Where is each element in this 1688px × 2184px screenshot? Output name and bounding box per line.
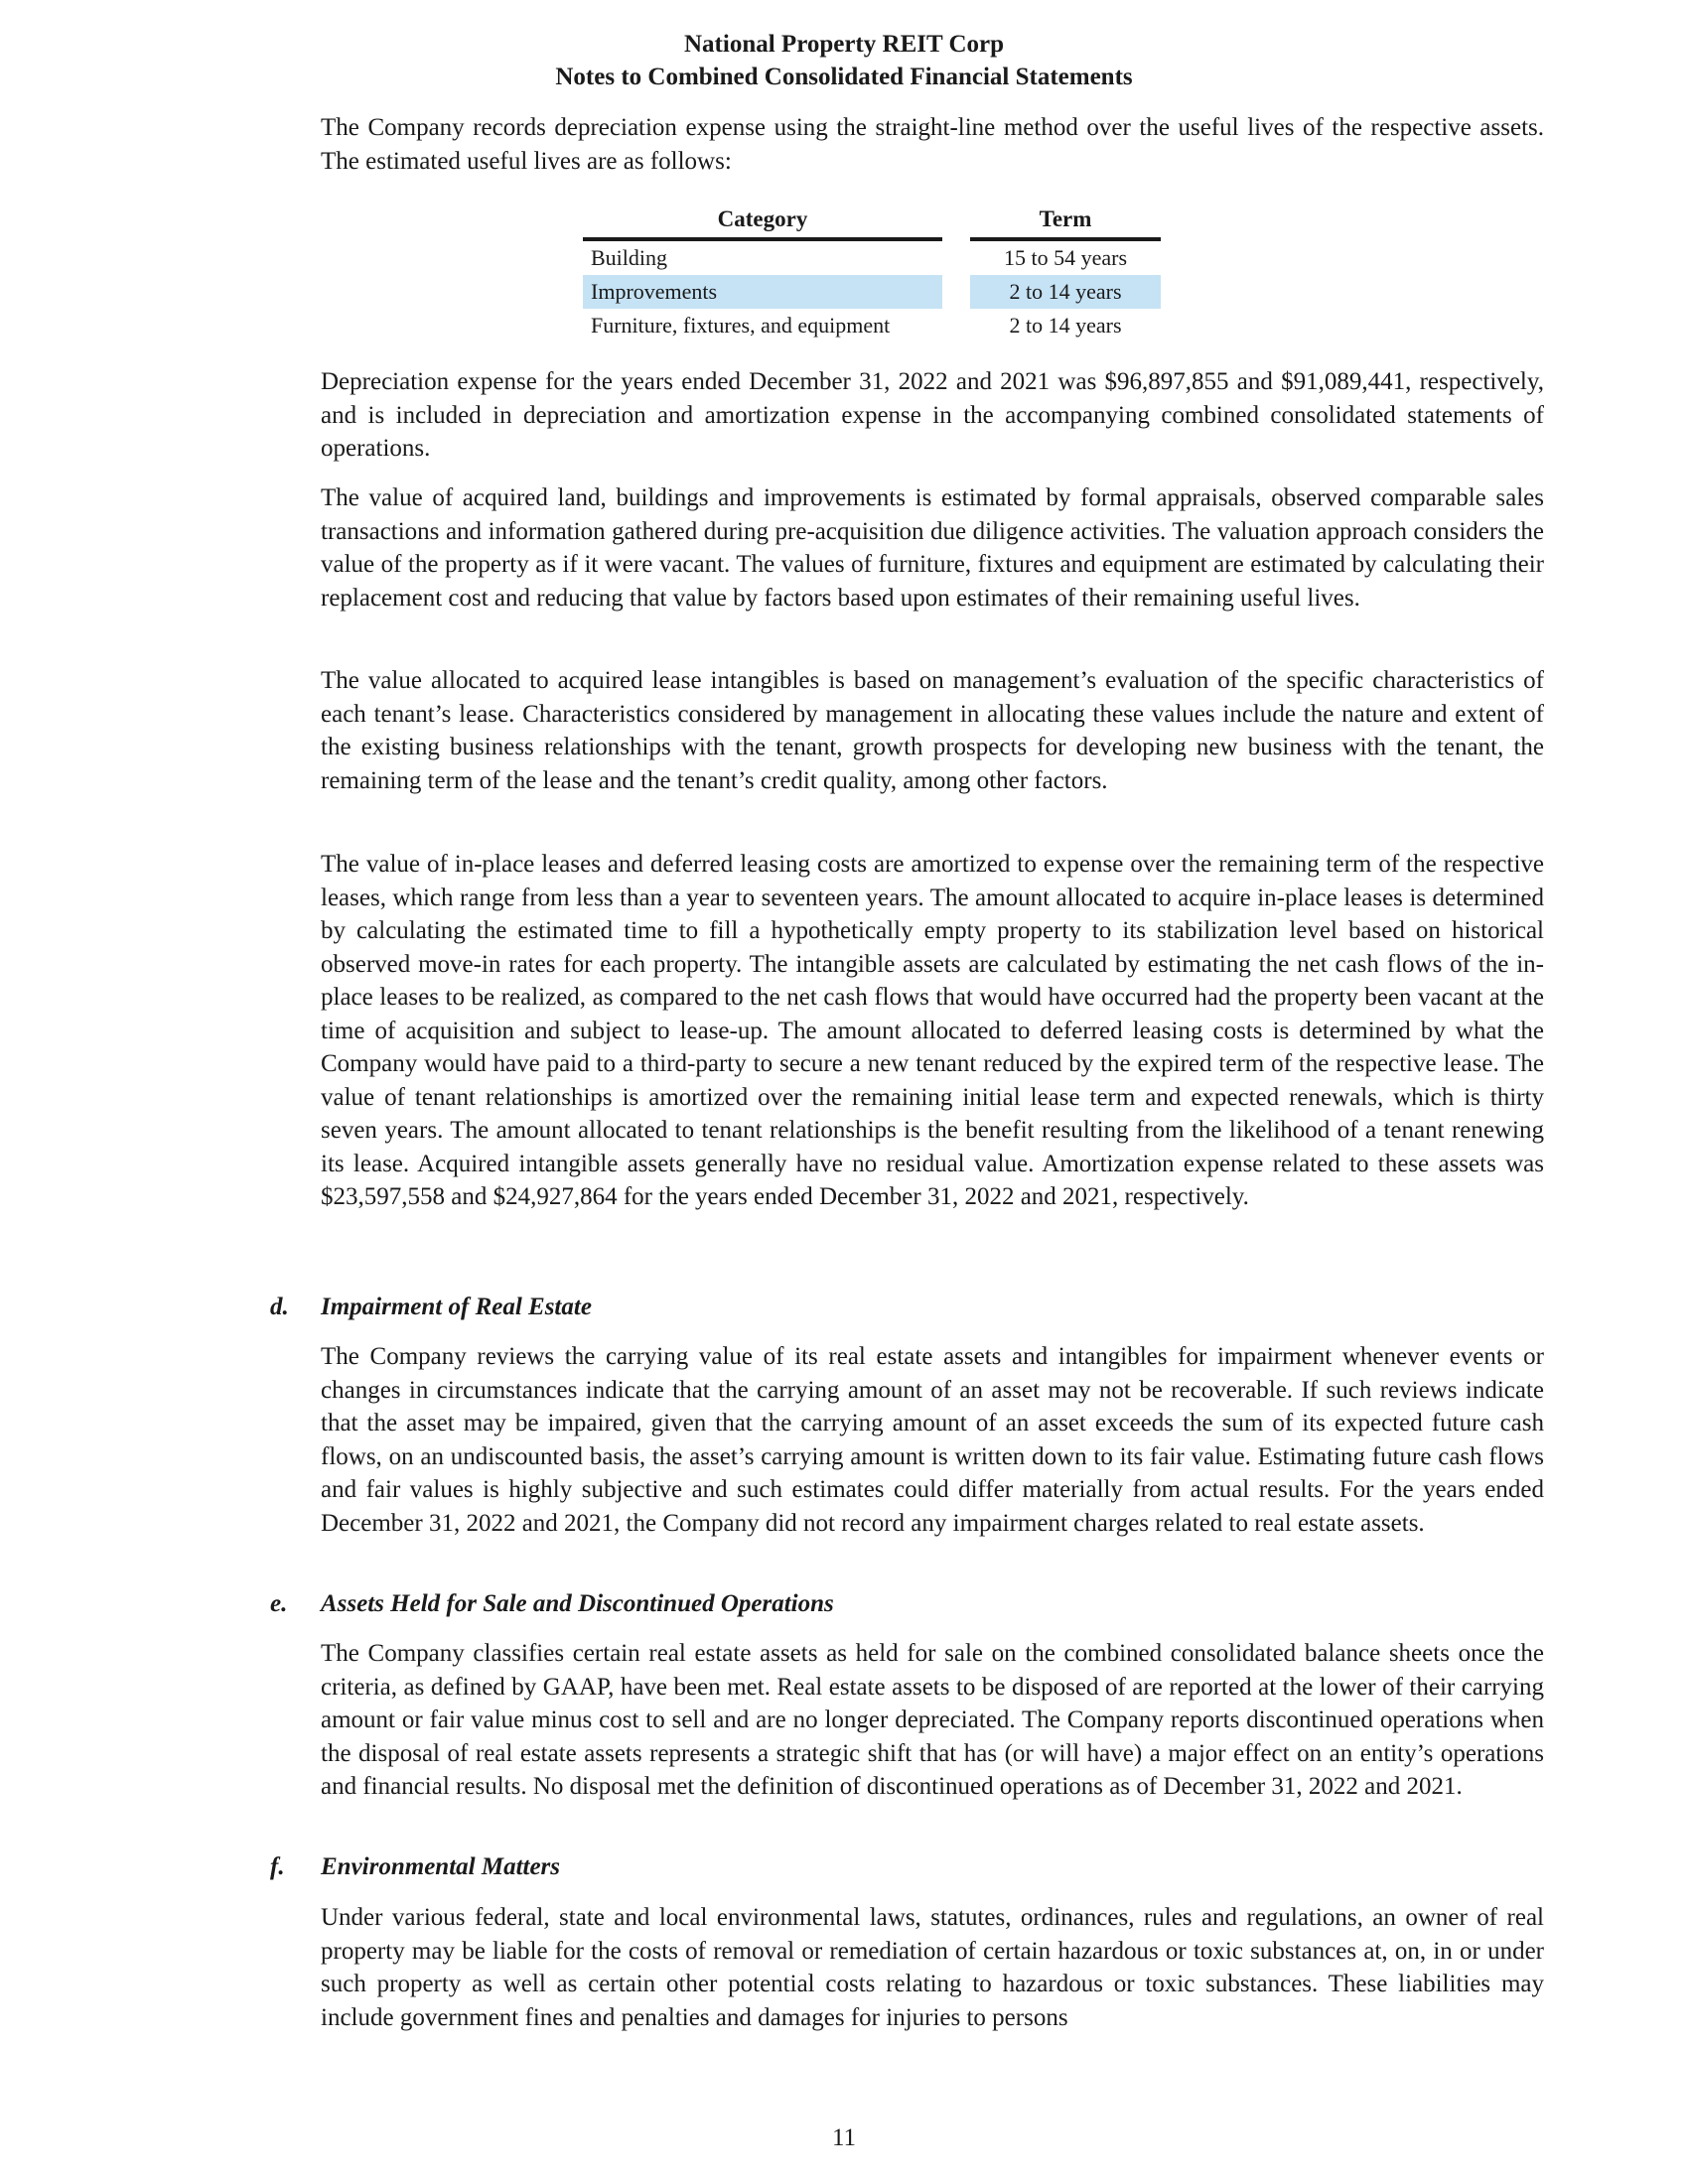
row-term: 15 to 54 years	[1003, 245, 1128, 270]
impairment-paragraph: The Company reviews the carrying value of its real estate assets and intangibles for impairment whenever events or changes in circumstances indicate that the carrying amount of an asset may not be recoverable. If such reviews indicate that the asset may be impaired, given that the carrying amount of an asset exceeds the sum of its expected future cash flows, on an undiscounted basis, the asset’s carrying amount is written down to its fair value. Estimating future cash flows and fair values is highly subjective and such estimates could differ materially from actual results. For the years ended December 31, 2022 and 2021, the Company did not record any impairment charges related to real estate assets.	[321, 1343, 1544, 1537]
table-row	[583, 309, 1161, 342]
table-header-row	[583, 204, 1161, 239]
table-row	[583, 239, 1161, 275]
amortization-paragraph: The value of in-place leases and deferred leasing costs are amortized to expense over the remaining term of the respective leases, which range from less than a year to seventeen years. The amount allocated to acquire in-place leases is determined by calculating the estimated time to fill a hypothetically empty property to its stabilization level based on historical observed move-in rates for each property. The intangible assets are calculated by estimating the net cash flows of the in-place leases to be realized, as compared to the net cash flows that would have occurred had the property been vacant at the time of acquisition and subject to lease-up. The amount allocated to deferred leasing costs is determined by what the Company would have paid to a third-party to secure a new tenant reduced by the expired term of the respective lease. The value of tenant relationships is amortized over the remaining initial lease term and expected renewals, which is thirty seven years. The amount allocated to tenant relationships is the benefit resulting from the likelihood of a tenant renewing its lease. Acquired intangible assets generally have no residual value. Amortization expense related to these assets was $23,597,558 and $24,927,864 for the years ended December 31, 2022 and 2021, respectively.	[321, 851, 1544, 1210]
section-title: Environmental Matters	[321, 1853, 561, 1880]
assets-held-for-sale-paragraph: The Company classifies certain real estate assets as held for sale on the combined consolidated balance sheets once the criteria, as defined by GAAP, have been met. Real estate assets to be disposed of are reported at the lower of their carrying amount or fair value minus cost to sell and are no longer depreciated. The Company reports discontinued operations when the disposal of real estate assets represents a strategic shift that has (or will have) a major effect on an entity’s operations and financial results. No disposal met the definition of discontinued operations as of December 31, 2022 and 2021.	[321, 1640, 1544, 1800]
row-term: 2 to 14 years	[1009, 313, 1122, 338]
company-name: National Property REIT Corp	[684, 31, 1004, 58]
category-column-header: Category	[583, 204, 942, 239]
lease-intangibles-paragraph: The value allocated to acquired lease intangibles is based on management’s evaluation of the specific characteristics of each tenant’s lease. Characteristics considered by management in allocating these values include the nature and extent of the existing business relationships with the tenant, growth prospects for developing new business with the tenant, the remaining term of the lease and the tenant’s credit quality, among other factors.	[321, 667, 1544, 794]
section-heading-impairment	[270, 1291, 1561, 1323]
section-letter: d.	[270, 1294, 289, 1320]
section-heading-assets-held-for-sale	[270, 1587, 1561, 1620]
row-category: Improvements	[583, 275, 942, 309]
document-subtitle: Notes to Combined Consolidated Financial Statements	[555, 64, 1133, 90]
valuation-paragraph: The value of acquired land, buildings and improvements is estimated by formal appraisals, observed comparable sales transactions and information gathered during pre-acquisition due diligence activities. The valuation approach considers the value of the property as if it were vacant. The values of furniture, fixtures and equipment are estimated by calculating their replacement cost and reducing that value by factors based upon estimates of their remaining useful lives.	[321, 484, 1544, 612]
term-column-header: Term	[970, 204, 1161, 239]
page-number: 11	[831, 2124, 857, 2151]
section-letter: e.	[270, 1590, 288, 1617]
row-category: Building	[591, 245, 668, 270]
section-title: Assets Held for Sale and Discontinued Operations	[321, 1590, 834, 1617]
depreciation-expense-paragraph: Depreciation expense for the years ended December 31, 2022 and 2021 was $96,897,855 and $91,089,441, respectively, and is included in depreciation and amortization expense in the accompanying combined consolidated statements of operations.	[321, 368, 1544, 462]
intro-paragraph: The Company records depreciation expense using the straight-line method over the useful lives of the respective assets. The estimated useful lives are as follows:	[321, 114, 1544, 175]
environmental-paragraph: Under various federal, state and local environmental laws, statutes, ordinances, rules and regulations, an owner of real property may be liable for the costs of removal or remediation of certain hazardous or toxic substances at, on, in or under such property as well as certain other potential costs relating to hazardous or toxic substances. These liabilities may include government fines and penalties and damages for injuries to persons	[321, 1904, 1544, 2031]
row-category: Furniture, fixtures, and equipment	[591, 313, 891, 338]
page-header	[0, 28, 1688, 93]
useful-lives-table	[583, 204, 1161, 342]
section-title: Impairment of Real Estate	[321, 1294, 592, 1320]
row-term: 2 to 14 years	[970, 275, 1161, 309]
section-heading-environmental	[270, 1850, 1561, 1883]
table-row	[583, 275, 1161, 309]
section-letter: f.	[270, 1853, 285, 1880]
